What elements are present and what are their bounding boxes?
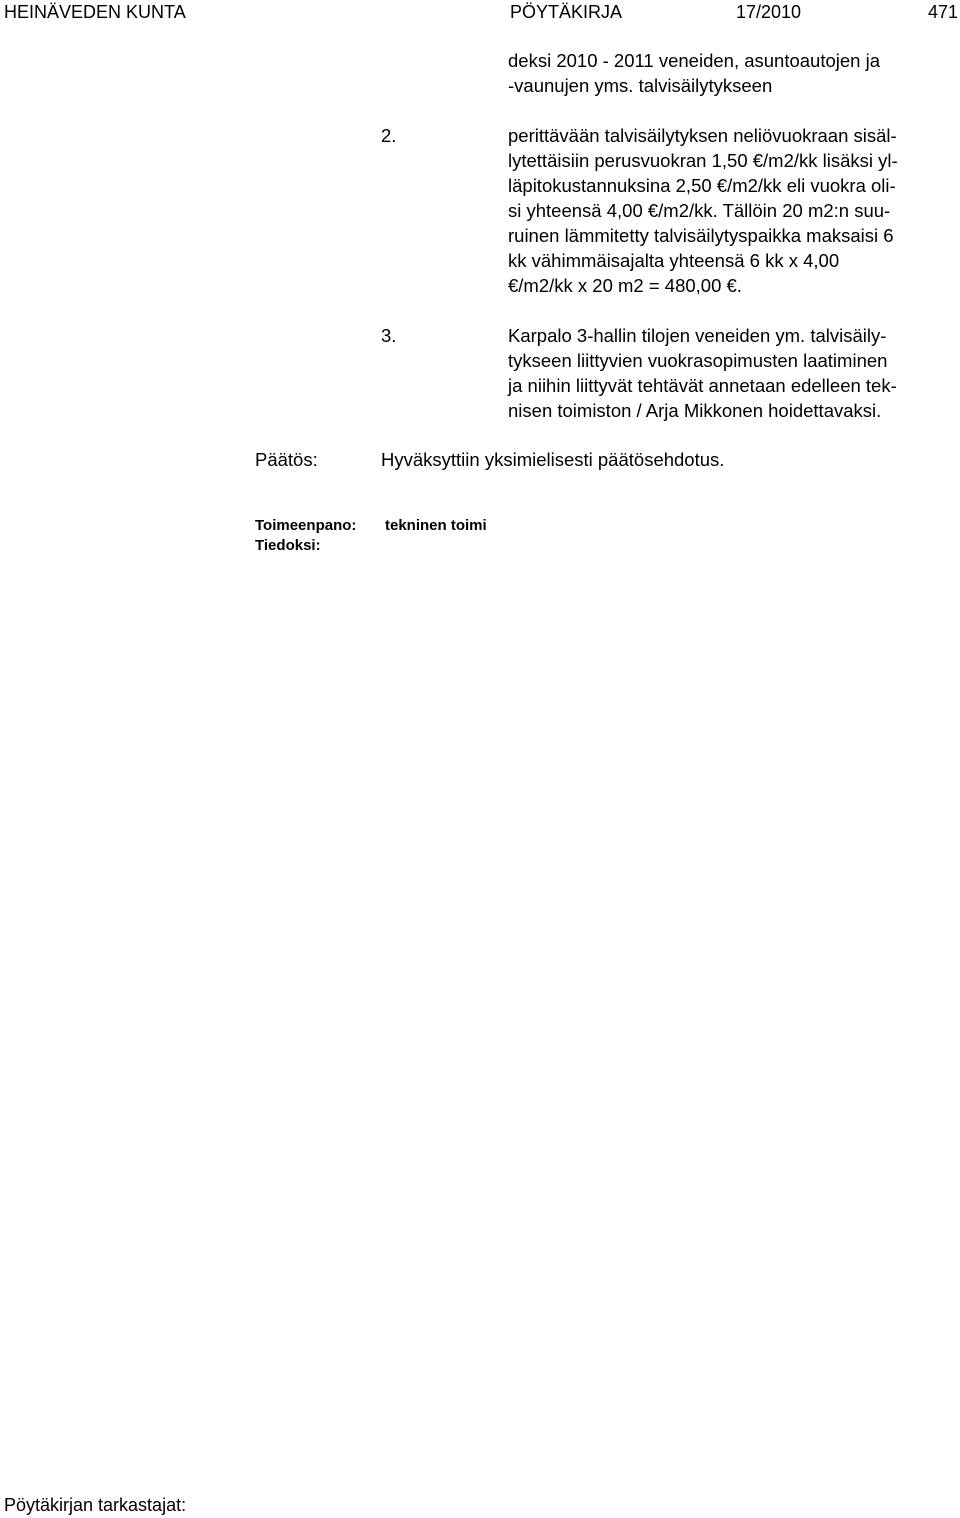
item-3-line: nisen toimiston / Arja Mikkonen hoidettavaksi. bbox=[508, 400, 882, 421]
decision-text: Hyväksyttiin yksimielisesti päätösehdotus. bbox=[381, 449, 725, 470]
item-3-number: 3. bbox=[381, 325, 397, 346]
item-2-line: lytettäisiin perusvuokran 1,50 €/m2/kk lisäksi yl- bbox=[508, 150, 898, 171]
meeting-number: 17/2010 bbox=[736, 2, 802, 22]
implementation-value: tekninen toimi bbox=[385, 517, 487, 534]
item-2-line: perittävään talvisäilytyksen neliövuokraan sisäl- bbox=[508, 125, 897, 146]
intro-line: deksi 2010 - 2011 veneiden, asuntoautojen ja bbox=[508, 50, 880, 71]
implementation-label: Toimeenpano: bbox=[255, 517, 357, 534]
page-number: 471 bbox=[928, 2, 959, 22]
reviewers-label: Pöytäkirjan tarkastajat: bbox=[4, 1495, 187, 1515]
item-3-line: Karpalo 3-hallin tilojen veneiden ym. talvisäily- bbox=[508, 325, 887, 346]
item-2-line: ruinen lämmitetty talvisäilytyspaikka maksaisi 6 bbox=[508, 225, 894, 246]
information-label: Tiedoksi: bbox=[255, 537, 321, 554]
item-3-paragraph bbox=[508, 323, 897, 423]
item-2-line: €/m2/kk x 20 m2 = 480,00 €. bbox=[508, 275, 742, 296]
decision-label: Päätös: bbox=[255, 449, 318, 470]
item-2-line: si yhteensä 4,00 €/m2/kk. Tällöin 20 m2:n suu- bbox=[508, 200, 891, 221]
item-2-line: kk vähimmäisajalta yhteensä 6 kk x 4,00 bbox=[508, 250, 840, 271]
intro-paragraph bbox=[508, 48, 880, 98]
item-2-number: 2. bbox=[381, 125, 397, 146]
intro-line: -vaunujen yms. talvisäilytykseen bbox=[508, 75, 773, 96]
organization-name: HEINÄVEDEN KUNTA bbox=[4, 2, 186, 22]
item-3-line: ja niihin liittyvät tehtävät annetaan edelleen tek- bbox=[508, 375, 897, 396]
item-2-paragraph bbox=[508, 123, 898, 298]
item-3-line: tykseen liittyvien vuokrasopimusten laatiminen bbox=[508, 350, 888, 371]
item-2-line: läpitokustannuksina 2,50 €/m2/kk eli vuokra oli- bbox=[508, 175, 896, 196]
document-type: PÖYTÄKIRJA bbox=[510, 2, 623, 22]
